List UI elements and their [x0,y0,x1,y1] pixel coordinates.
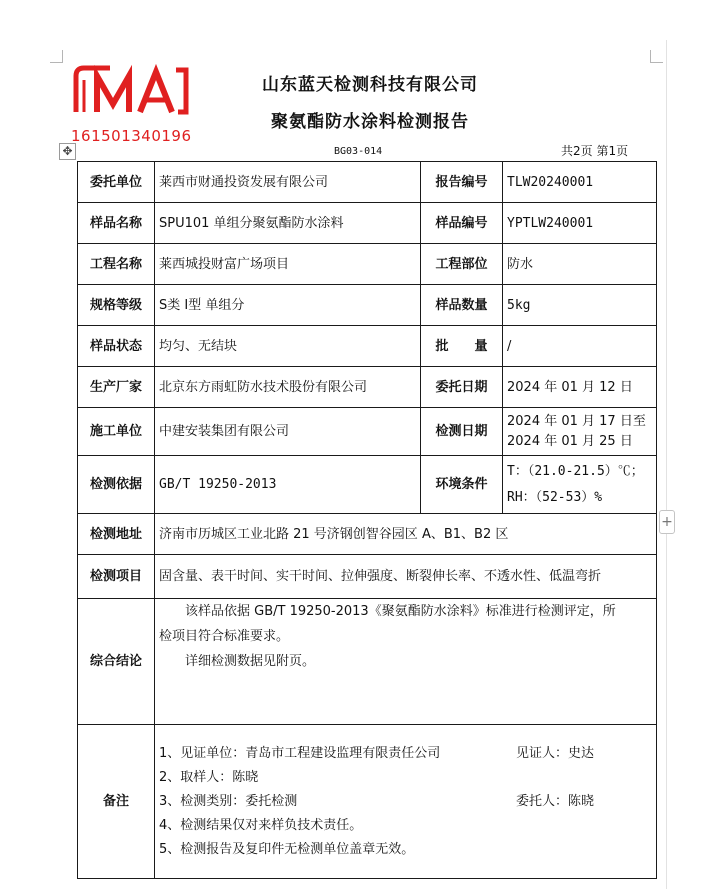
remark-5 [159,838,652,862]
env-temperature: T：（21.0-21.5）℃； [507,463,644,479]
batch-label: 批 量 [421,326,503,367]
table-move-handle-icon[interactable]: ✥ [59,143,76,160]
environment-label: 环境条件 [421,456,503,514]
sample-qty-value[interactable]: 5kg [503,285,657,326]
test-date-label: 检测日期 [421,408,503,456]
sample-qty-label: 样品数量 [421,285,503,326]
project-part-value[interactable]: 防水 [503,244,657,285]
environment-value[interactable] [503,456,657,514]
report-no-value[interactable]: TLW20240001 [503,162,657,203]
remark-1 [159,742,652,766]
maker-value[interactable]: 北京东方雨虹防水技术股份有限公司 [155,367,421,408]
address-value[interactable]: 济南市历城区工业北路 21 号济钢创智谷园区 A、B1、B2 区 [155,514,657,555]
entrust-date-value[interactable]: 2024 年 01 月 12 日 [503,367,657,408]
table-row [78,326,657,367]
maker-label: 生产厂家 [78,367,155,408]
state-label: 样品状态 [78,326,155,367]
page-count: 共2页 第1页 [561,144,629,158]
address-label: 检测地址 [78,514,155,555]
remark-4 [159,814,652,838]
table-row [78,203,657,244]
env-humidity: RH：（52-53）% [507,489,603,505]
remark-4-text: 4、检测结果仅对来样负技术责任。 [159,817,363,833]
test-date-start: 2024 年 01 月 17 日至 [507,413,646,429]
basis-label: 检测依据 [78,456,155,514]
conclusion-line-1: 该样品依据 GB/T 19250-2013《聚氨酯防水涂料》标准进行检测评定，所 [185,604,616,619]
remark-3-text: 3、检测类别：委托检测 [159,793,298,809]
page-edge [666,40,667,889]
builder-value[interactable]: 中建安装集团有限公司 [155,408,421,456]
report-no-label: 报告编号 [421,162,503,203]
remark-2-text: 2、取样人：陈晓 [159,769,259,785]
project-value[interactable]: 莱西城投财富广场项目 [155,244,421,285]
basis-value[interactable]: GB/T 19250-2013 [155,456,421,514]
test-date-value[interactable] [503,408,657,456]
remark-5-text: 5、检测报告及复印件无检测单位盖章无效。 [159,841,415,857]
state-value[interactable]: 均匀、无结块 [155,326,421,367]
table-row [78,555,657,599]
items-value[interactable]: 固含量、表干时间、实干时间、拉伸强度、断裂伸长率、不透水性、低温弯折 [155,555,657,599]
project-label: 工程名称 [78,244,155,285]
add-row-icon[interactable]: + [659,510,675,534]
test-date-end: 2024 年 01 月 25 日 [507,433,633,449]
batch-value[interactable]: / [503,326,657,367]
client-value[interactable]: 莱西市财通投资发展有限公司 [155,162,421,203]
remark-1-witness: 见证人：史达 [516,745,595,761]
table-row [78,244,657,285]
remark-1-text: 1、见证单位：青岛市工程建设监理有限责任公司 [159,745,441,761]
report-table [77,161,657,879]
table-row [78,456,657,514]
sample-no-value[interactable]: YPTLW240001 [503,203,657,244]
company-name: 山东蓝天检测科技有限公司 [262,75,478,95]
remark-2 [159,766,652,790]
conclusion-label: 综合结论 [78,599,155,725]
remark-3-client: 委托人：陈晓 [516,793,595,809]
table-row [78,725,657,879]
remarks-value[interactable] [155,725,657,879]
grade-value[interactable]: S类 Ⅰ型 单组分 [155,285,421,326]
conclusion-line-2: 检项目符合标准要求。 [159,629,290,644]
remarks-label: 备注 [78,725,155,879]
conclusion-value[interactable] [155,599,657,725]
grade-label: 规格等级 [78,285,155,326]
builder-label: 施工单位 [78,408,155,456]
page-corner-mark-right [650,50,663,63]
cma-logo [70,62,192,120]
items-label: 检测项目 [78,555,155,599]
table-row [78,367,657,408]
table-row [78,162,657,203]
doc-code: BG03-014 [334,146,383,157]
table-row [78,285,657,326]
conclusion-line-3: 详细检测数据见附页。 [185,654,316,669]
table-row [78,408,657,456]
client-label: 委托单位 [78,162,155,203]
table-row [78,599,657,725]
page-corner-mark-left [50,50,63,63]
remark-3 [159,790,652,814]
sample-no-label: 样品编号 [421,203,503,244]
report-title: 聚氨酯防水涂料检测报告 [271,112,469,132]
sample-name-value[interactable]: SPU101 单组分聚氨酯防水涂料 [155,203,421,244]
entrust-date-label: 委托日期 [421,367,503,408]
project-part-label: 工程部位 [421,244,503,285]
logo-phone: 161501340196 [71,127,192,145]
sample-name-label: 样品名称 [78,203,155,244]
table-row [78,514,657,555]
